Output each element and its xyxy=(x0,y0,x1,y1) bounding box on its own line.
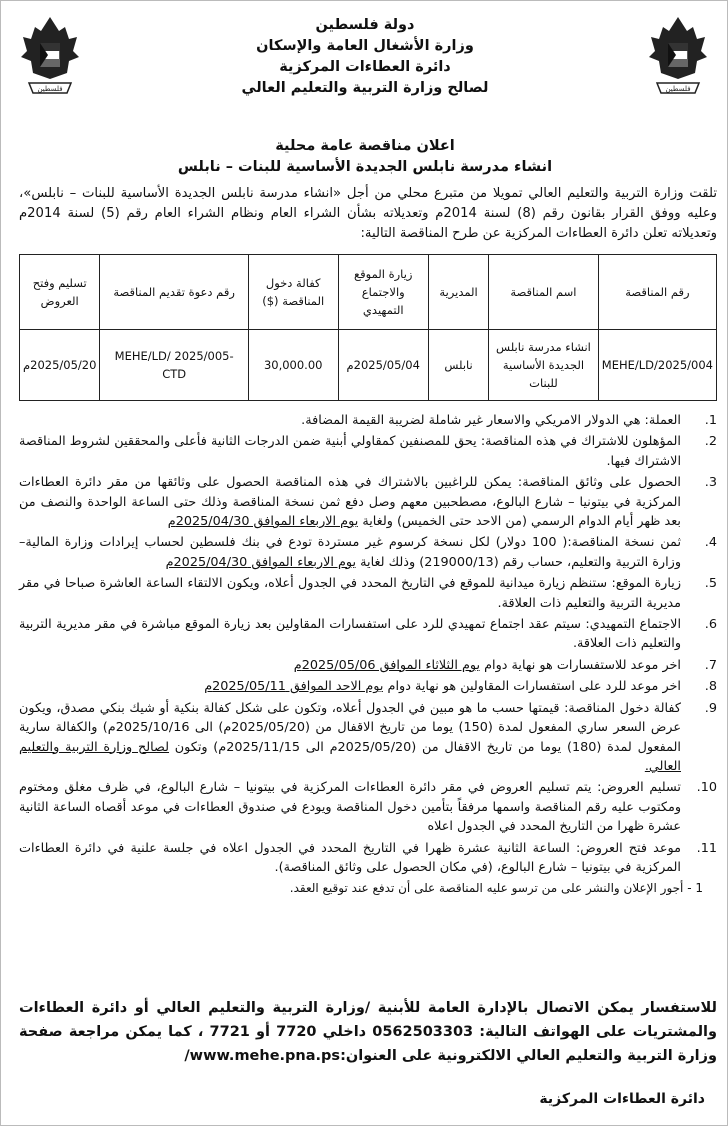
list-item xyxy=(19,656,717,675)
announcement-title: اعلان مناقصة عامة محلية xyxy=(275,138,455,154)
item-text: زيارة الموقع: ستنظم زيارة ميدانية للموقع في التاريخ المحدد في الجدول أعلاه، ويكون الالتقاء الساعة العاشرة صباحا في مقر مديرية التربية والتعليم ذات العلاقة. xyxy=(19,576,681,611)
header-site-visit: زيارة الموقع والاجتماع التمهيدي xyxy=(338,255,428,330)
cell-invitation-number: MEHE/LD/ 2025/005- CTD xyxy=(100,330,248,401)
cell-site-visit: 2025/05/04م xyxy=(338,330,428,401)
cell-tender-name: انشاء مدرسة نابلس الجديدة الأساسية للبنات xyxy=(489,330,599,401)
header-line-department: دائرة العطاءات المركزية xyxy=(279,59,451,75)
item-beneficiary: لصالح وزارة التربية والتعليم العالي. xyxy=(19,739,681,774)
list-item xyxy=(19,699,717,777)
header-line-state: دولة فلسطين xyxy=(315,17,415,33)
item-text: موعد فتح العروض: الساعة الثانية عشرة ظهرا في التاريخ المحدد في الجدول اعلاه في جلسة علنية في دائرة العطاءات المركزية في بيتونيا – شارع البالوع، (في مكان الحصول على وثائق المناقصة). xyxy=(19,840,681,875)
item-text: العملة: هي الدولار الامريكي والاسعار غير شاملة لضريبة القيمة المضافة. xyxy=(301,413,681,428)
item-deadline: يوم الاحد الموافق 2025/05/11م xyxy=(204,679,384,695)
header-directorate: المديرية xyxy=(428,255,488,330)
list-item xyxy=(19,432,717,471)
item-text: الاجتماع التمهيدي: سيتم عقد اجتماع تمهيدي للرد على استفسارات المقاولين بعد زيارة الموقع مباشرة في مقر مديرية التربية والتعليم ذات العلاقة. xyxy=(19,617,681,652)
list-item xyxy=(19,778,717,836)
item-text: اخر موعد للرد على استفسارات المقاولين هو نهاية دوام xyxy=(383,679,681,695)
header-line-beneficiary: لصالح وزارة التربية والتعليم العالي xyxy=(241,80,489,96)
list-item xyxy=(19,473,717,531)
header-line-ministry: وزارة الأشغال العامة والإسكان xyxy=(256,38,474,54)
item-number: 10. xyxy=(696,780,717,796)
cell-submission-date: 2025/05/20م xyxy=(20,330,100,401)
tender-table xyxy=(19,254,717,401)
item-deadline: يوم الثلاثاء الموافق 2025/05/06م xyxy=(293,657,481,673)
item-number: 4. xyxy=(704,535,717,551)
cell-tender-number: MEHE/LD/2025/004 xyxy=(598,330,716,401)
palestine-emblem-icon xyxy=(17,13,83,109)
item-text: الحصول على وثائق المناقصة: يمكن للراغبين بالاشتراك في هذه المناقصة الحصول على وثائقها من مقر دائرة العطاءات المركزية في بيتونيا – شارع البالوع، مصطحبين معهم وصل دفع ثمن نسخة المناقصة وذلك حتى الساعة الواحدة والنصف من بعد ظهر أيام الدوام الرسمي (من الاحد حتى الخميس) ولغاية xyxy=(19,475,681,530)
item-deadline: يوم الاربعاء الموافق 2025/04/30م xyxy=(165,554,357,570)
item-number: 9. xyxy=(704,700,717,716)
tender-table-row xyxy=(20,330,717,401)
item-number: 5. xyxy=(704,576,717,592)
item-number: 8. xyxy=(704,679,717,695)
item-number: 3. xyxy=(704,475,717,491)
announcement-titles xyxy=(1,136,728,178)
header-submission-date: تسليم وفتح العروض xyxy=(20,255,100,330)
header-tender-number: رقم المناقصة xyxy=(598,255,716,330)
list-item xyxy=(19,839,717,878)
cell-bid-bond: 30,000.00 xyxy=(248,330,338,401)
ministry-header xyxy=(191,15,539,99)
item-number: 2. xyxy=(704,434,717,450)
conditions-list xyxy=(19,411,717,899)
item-number: 6. xyxy=(704,617,717,633)
item-text: تسليم العروض: يتم تسليم العروض في مقر دائرة العطاءات المركزية في بيتونيا – شارع البالوع، في ظرف مغلق ومختوم ومكتوب عليه رقم المناقصة واسمها مرفقاً بتأمين دخول المناقصة ويودع في صندوق العطاءات في موعد أقصاه الساعة الثانية عشرة ظهرا من التاريخ المحدد في الجدول اعلاه xyxy=(19,780,681,835)
header-bid-bond: كفالة دخول المناقصة ($) xyxy=(248,255,338,330)
contact-paragraph: للاستفسار يمكن الاتصال بالإدارة العامة للأبنية /وزارة التربية والتعليم العالي أو دائرة العطاءات والمشتريات على الهواتف التالية: 0562503303 داخلي 7720 أو 7721 ، كما يمكن مراجعة صفحة وزارة التربية والتعليم العالي الالكترونية على العنوان:www.mehe.pna.ps/ xyxy=(19,1000,717,1064)
list-item xyxy=(19,533,717,572)
header-invitation-number: رقم دعوة تقديم المناقصة xyxy=(100,255,248,330)
list-item xyxy=(19,677,717,696)
fees-note: 1 - أجور الإعلان والنشر على من ترسو عليه المناقصة على أن تدفع عند توقيع العقد. xyxy=(289,881,703,896)
tender-table-header-row xyxy=(20,255,717,330)
item-deadline: يوم الاربعاء الموافق 2025/04/30م xyxy=(167,514,359,530)
announcement-subtitle: انشاء مدرسة نابلس الجديدة الأساسية للبنات – نابلس xyxy=(177,159,553,175)
list-item xyxy=(19,411,717,430)
intro-paragraph: تلقت وزارة التربية والتعليم العالي تمويلا من متبرع محلي من أجل «انشاء مدرسة نابلس الجديدة الأساسية للبنات – نابلس»، وعليه ووفق القرار بقانون رقم (8) لسنة 2014م وتعديلاته بشأن الشراء العام ونظام الشراء العام رقم (5) لسنة 2014م وتعديلاته تعلن دائرة العطاءات المركزية عن طرح المناقصة التالية: xyxy=(19,186,717,241)
item-number: 7. xyxy=(704,657,717,673)
item-text: المؤهلون للاشتراك في هذه المناقصة: يحق للمصنفين كمقاولي أبنية ضمن الدرجات الثانية فأعلى والمحققين لشروط المناقصة الاشتراك فيها. xyxy=(19,434,681,469)
item-text: كفالة دخول المناقصة: قيمتها حسب ما هو مبين في الجدول أعلاه، وتكون على شكل كفالة بنكية أو شيك بنكي مصدق، ويكون عرض السعر ساري المفعول لمدة (150) يوما من تاريخ الاقفال من (2025/05/20م) الى 2025/10/16م) والكفالة سارية المفعول لمدة (180) يوما من تاريخ الاقفال من (2025/05/20م الى 2025/11/15م) وتكون xyxy=(19,700,681,755)
list-item xyxy=(19,615,717,654)
cell-directorate: نابلس xyxy=(428,330,488,401)
item-text: اخر موعد للاستفسارات هو نهاية دوام xyxy=(480,657,681,673)
palestine-emblem-icon xyxy=(645,13,711,109)
emblem-caption: فلسطين xyxy=(665,85,691,93)
header-tender-name: اسم المناقصة xyxy=(489,255,599,330)
item-text: ثمن نسخة المناقصة:( 100 دولار) لكل نسخة كرسوم غير مستردة تودع في بنك فلسطين لحساب إيرادات وزارة المالية– وزارة التربية والتعليم، حساب رقم (219000/13) وذلك لغاية xyxy=(19,535,682,570)
item-number: 11. xyxy=(696,840,717,856)
item-number: 1. xyxy=(704,413,717,428)
list-item xyxy=(19,574,717,613)
footer-signature: دائرة العطاءات المركزية xyxy=(539,1091,705,1107)
emblem-caption: فلسطين xyxy=(37,85,63,93)
